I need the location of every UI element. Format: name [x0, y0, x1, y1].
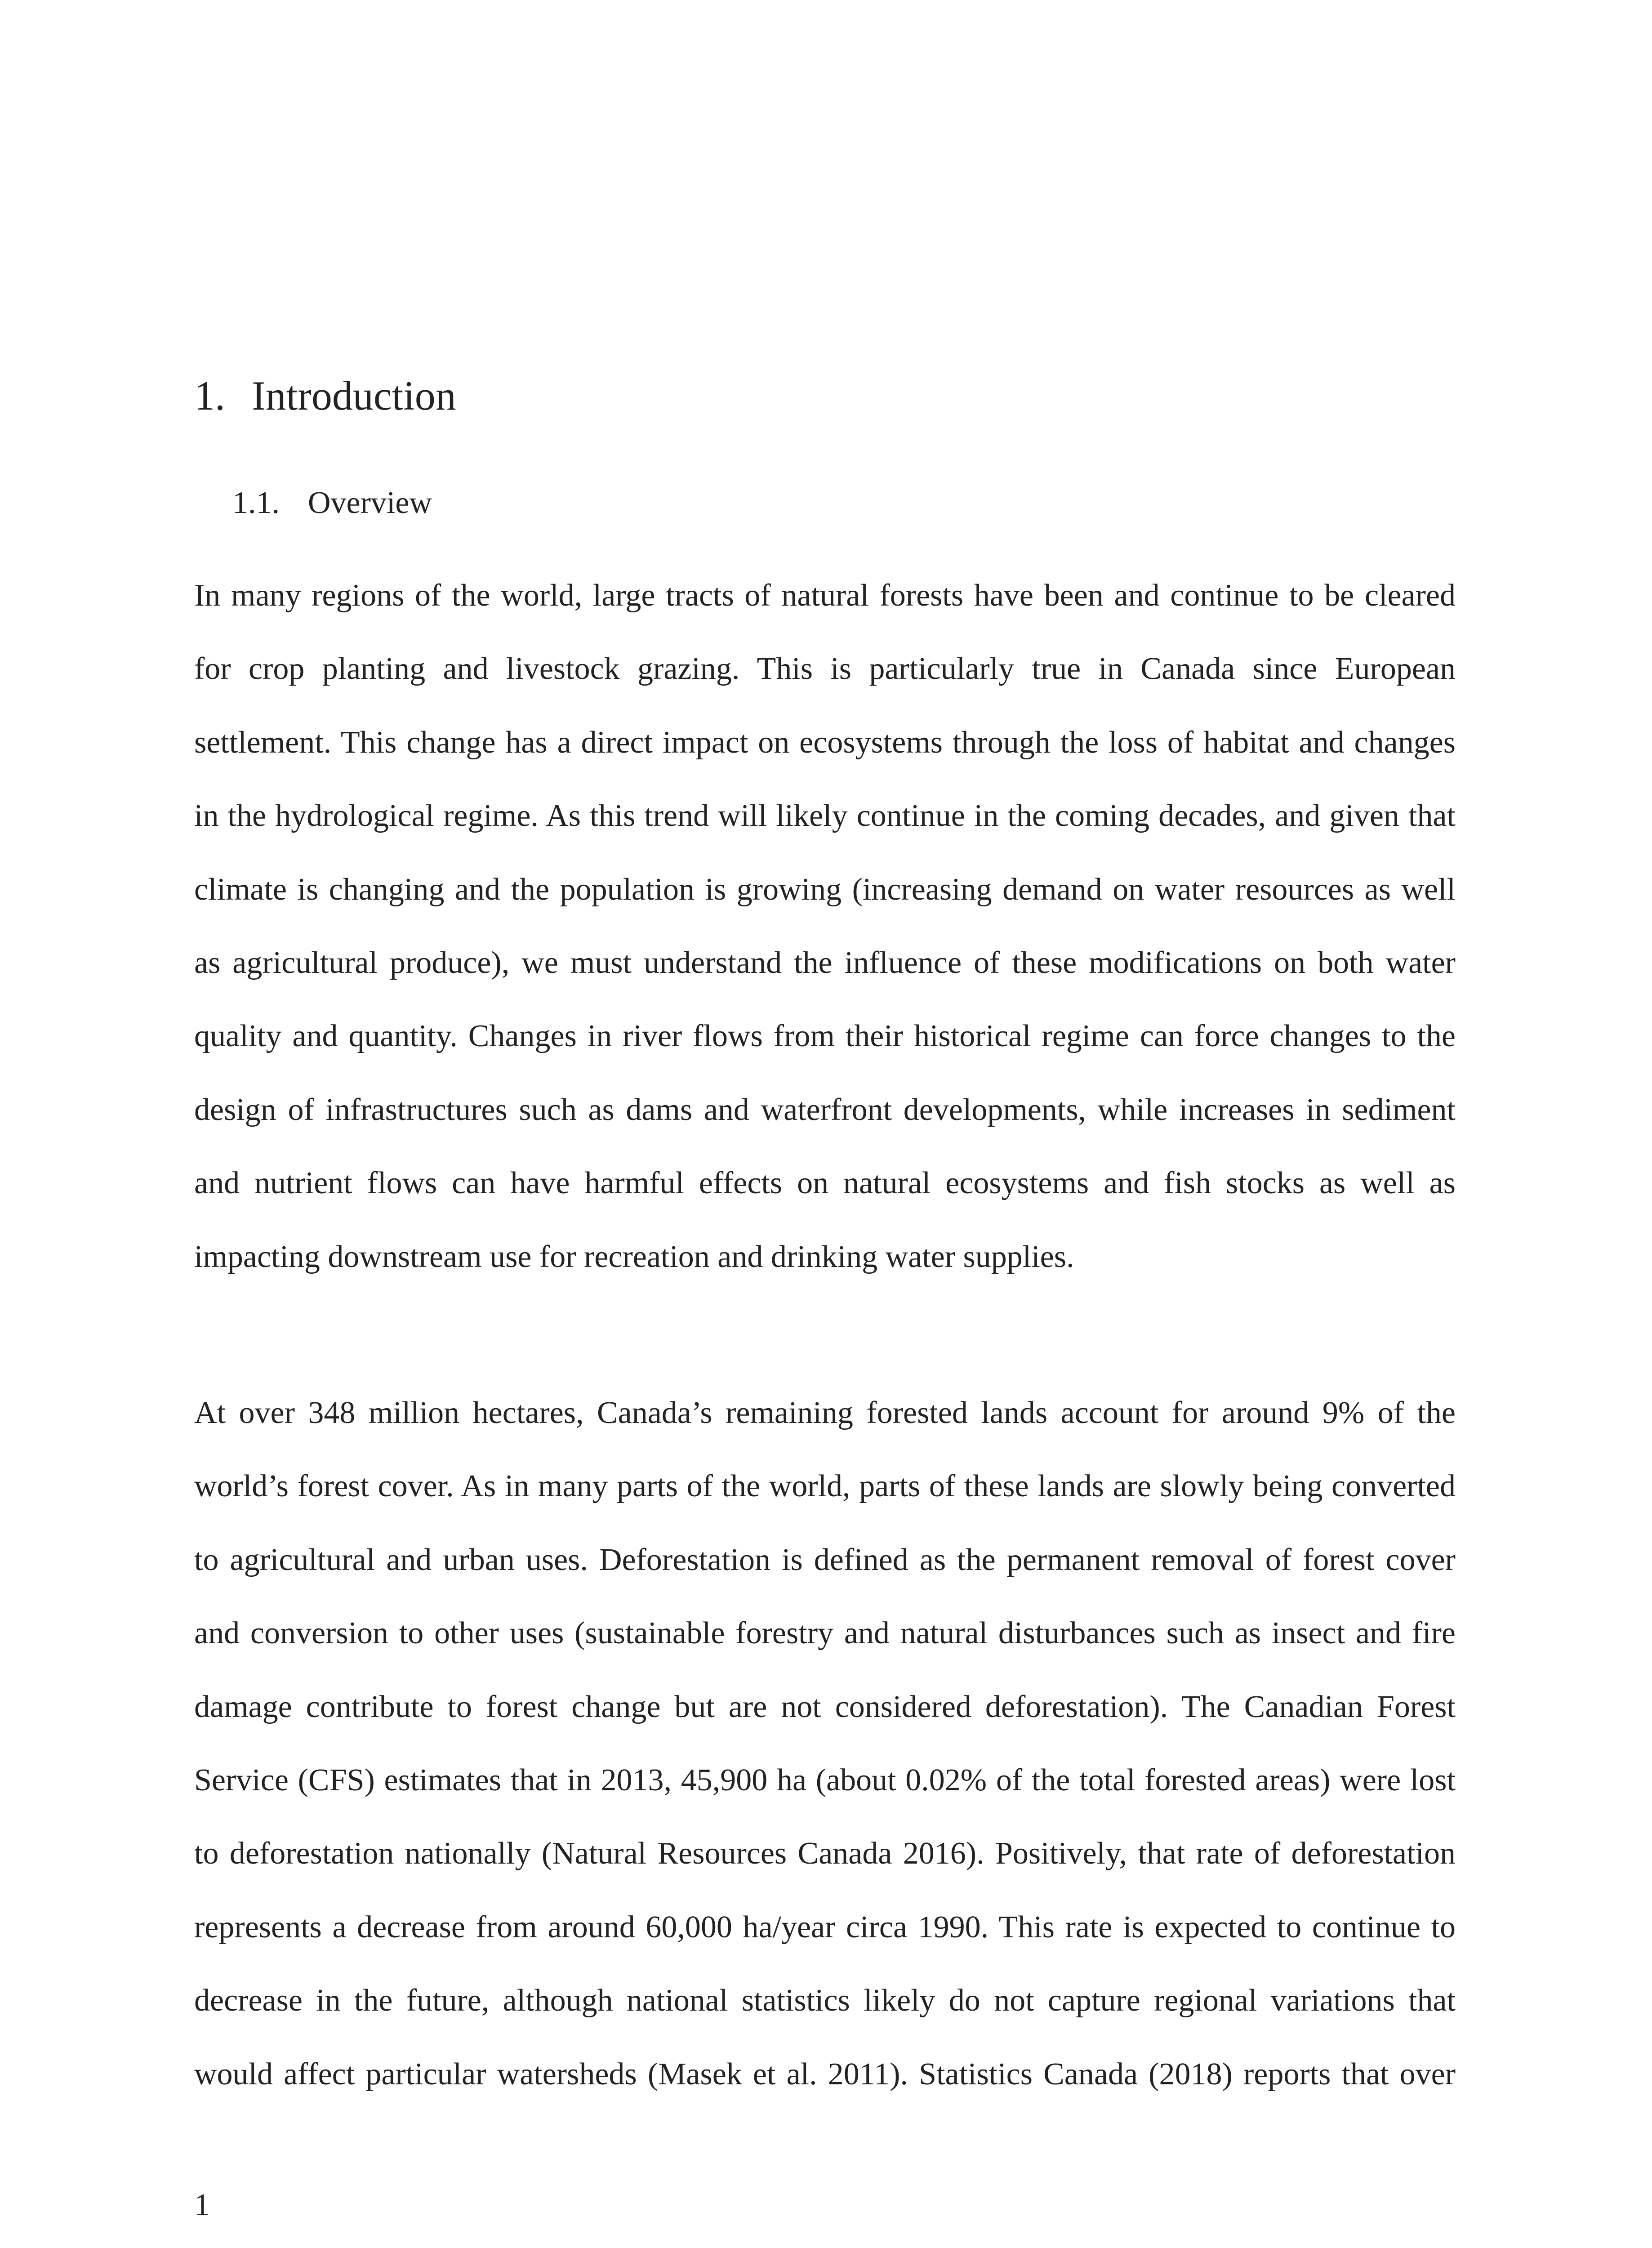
text-line: climate is changing and the population is growing (increasing demand on water resources as well: [194, 872, 1456, 907]
text-line: Service (CFS) estimates that in 2013, 45,900 ha (about 0.02% of the total forested areas) were lost: [194, 1762, 1456, 1798]
text-line: settlement. This change has a direct impact on ecosystems through the loss of habitat and changes: [194, 725, 1456, 760]
text-line: to agricultural and urban uses. Deforestation is defined as the permanent removal of forest cover: [194, 1542, 1456, 1577]
text-line: represents a decrease from around 60,000 ha/year circa 1990. This rate is expected to continue to: [194, 1909, 1456, 1945]
paragraph-overview-1: [194, 578, 1456, 1312]
chapter-title: Introduction: [252, 373, 456, 419]
text-line: would affect particular watersheds (Masek et al. 2011). Statistics Canada (2018) reports that over: [194, 2056, 1456, 2092]
text-line: as agricultural produce), we must understand the influence of these modifications on both water: [194, 945, 1456, 980]
text-line: for crop planting and livestock grazing. This is particularly true in Canada since European: [194, 651, 1456, 687]
text-line: design of infrastructures such as dams and waterfront developments, while increases in sediment: [194, 1092, 1456, 1127]
text-line: world’s forest cover. As in many parts of the world, parts of these lands are slowly being converted: [194, 1469, 1456, 1504]
text-line: and nutrient flows can have harmful effects on natural ecosystems and fish stocks as well as: [194, 1166, 1456, 1201]
page-number: 1: [194, 2188, 210, 2222]
text-line: At over 348 million hectares, Canada’s remaining forested lands account for around 9% of the: [194, 1396, 1456, 1430]
text-line: damage contribute to forest change but are not considered deforestation). The Canadian Forest: [194, 1689, 1456, 1724]
text-line: impacting downstream use for recreation and drinking water supplies.: [194, 1239, 1074, 1274]
chapter-heading: [194, 369, 456, 423]
chapter-number: 1.: [194, 373, 225, 419]
section-heading: [232, 483, 432, 523]
text-line: decrease in the future, although national statistics likely do not capture regional variations that: [194, 1983, 1456, 2018]
section-number: 1.1.: [232, 486, 280, 520]
paragraph-overview-2: [194, 1395, 1456, 2130]
text-line: and conversion to other uses (sustainable forestry and natural disturbances such as insect and fire: [194, 1616, 1456, 1651]
text-line: to deforestation nationally (Natural Resources Canada 2016). Positively, that rate of deforestation: [194, 1836, 1456, 1871]
text-line: in the hydrological regime. As this trend will likely continue in the coming decades, and given that: [194, 798, 1456, 834]
section-title: Overview: [308, 486, 432, 520]
text-line: In many regions of the world, large tracts of natural forests have been and continue to be cleared: [194, 578, 1456, 613]
text-line: quality and quantity. Changes in river flows from their historical regime can force changes to the: [194, 1019, 1456, 1054]
